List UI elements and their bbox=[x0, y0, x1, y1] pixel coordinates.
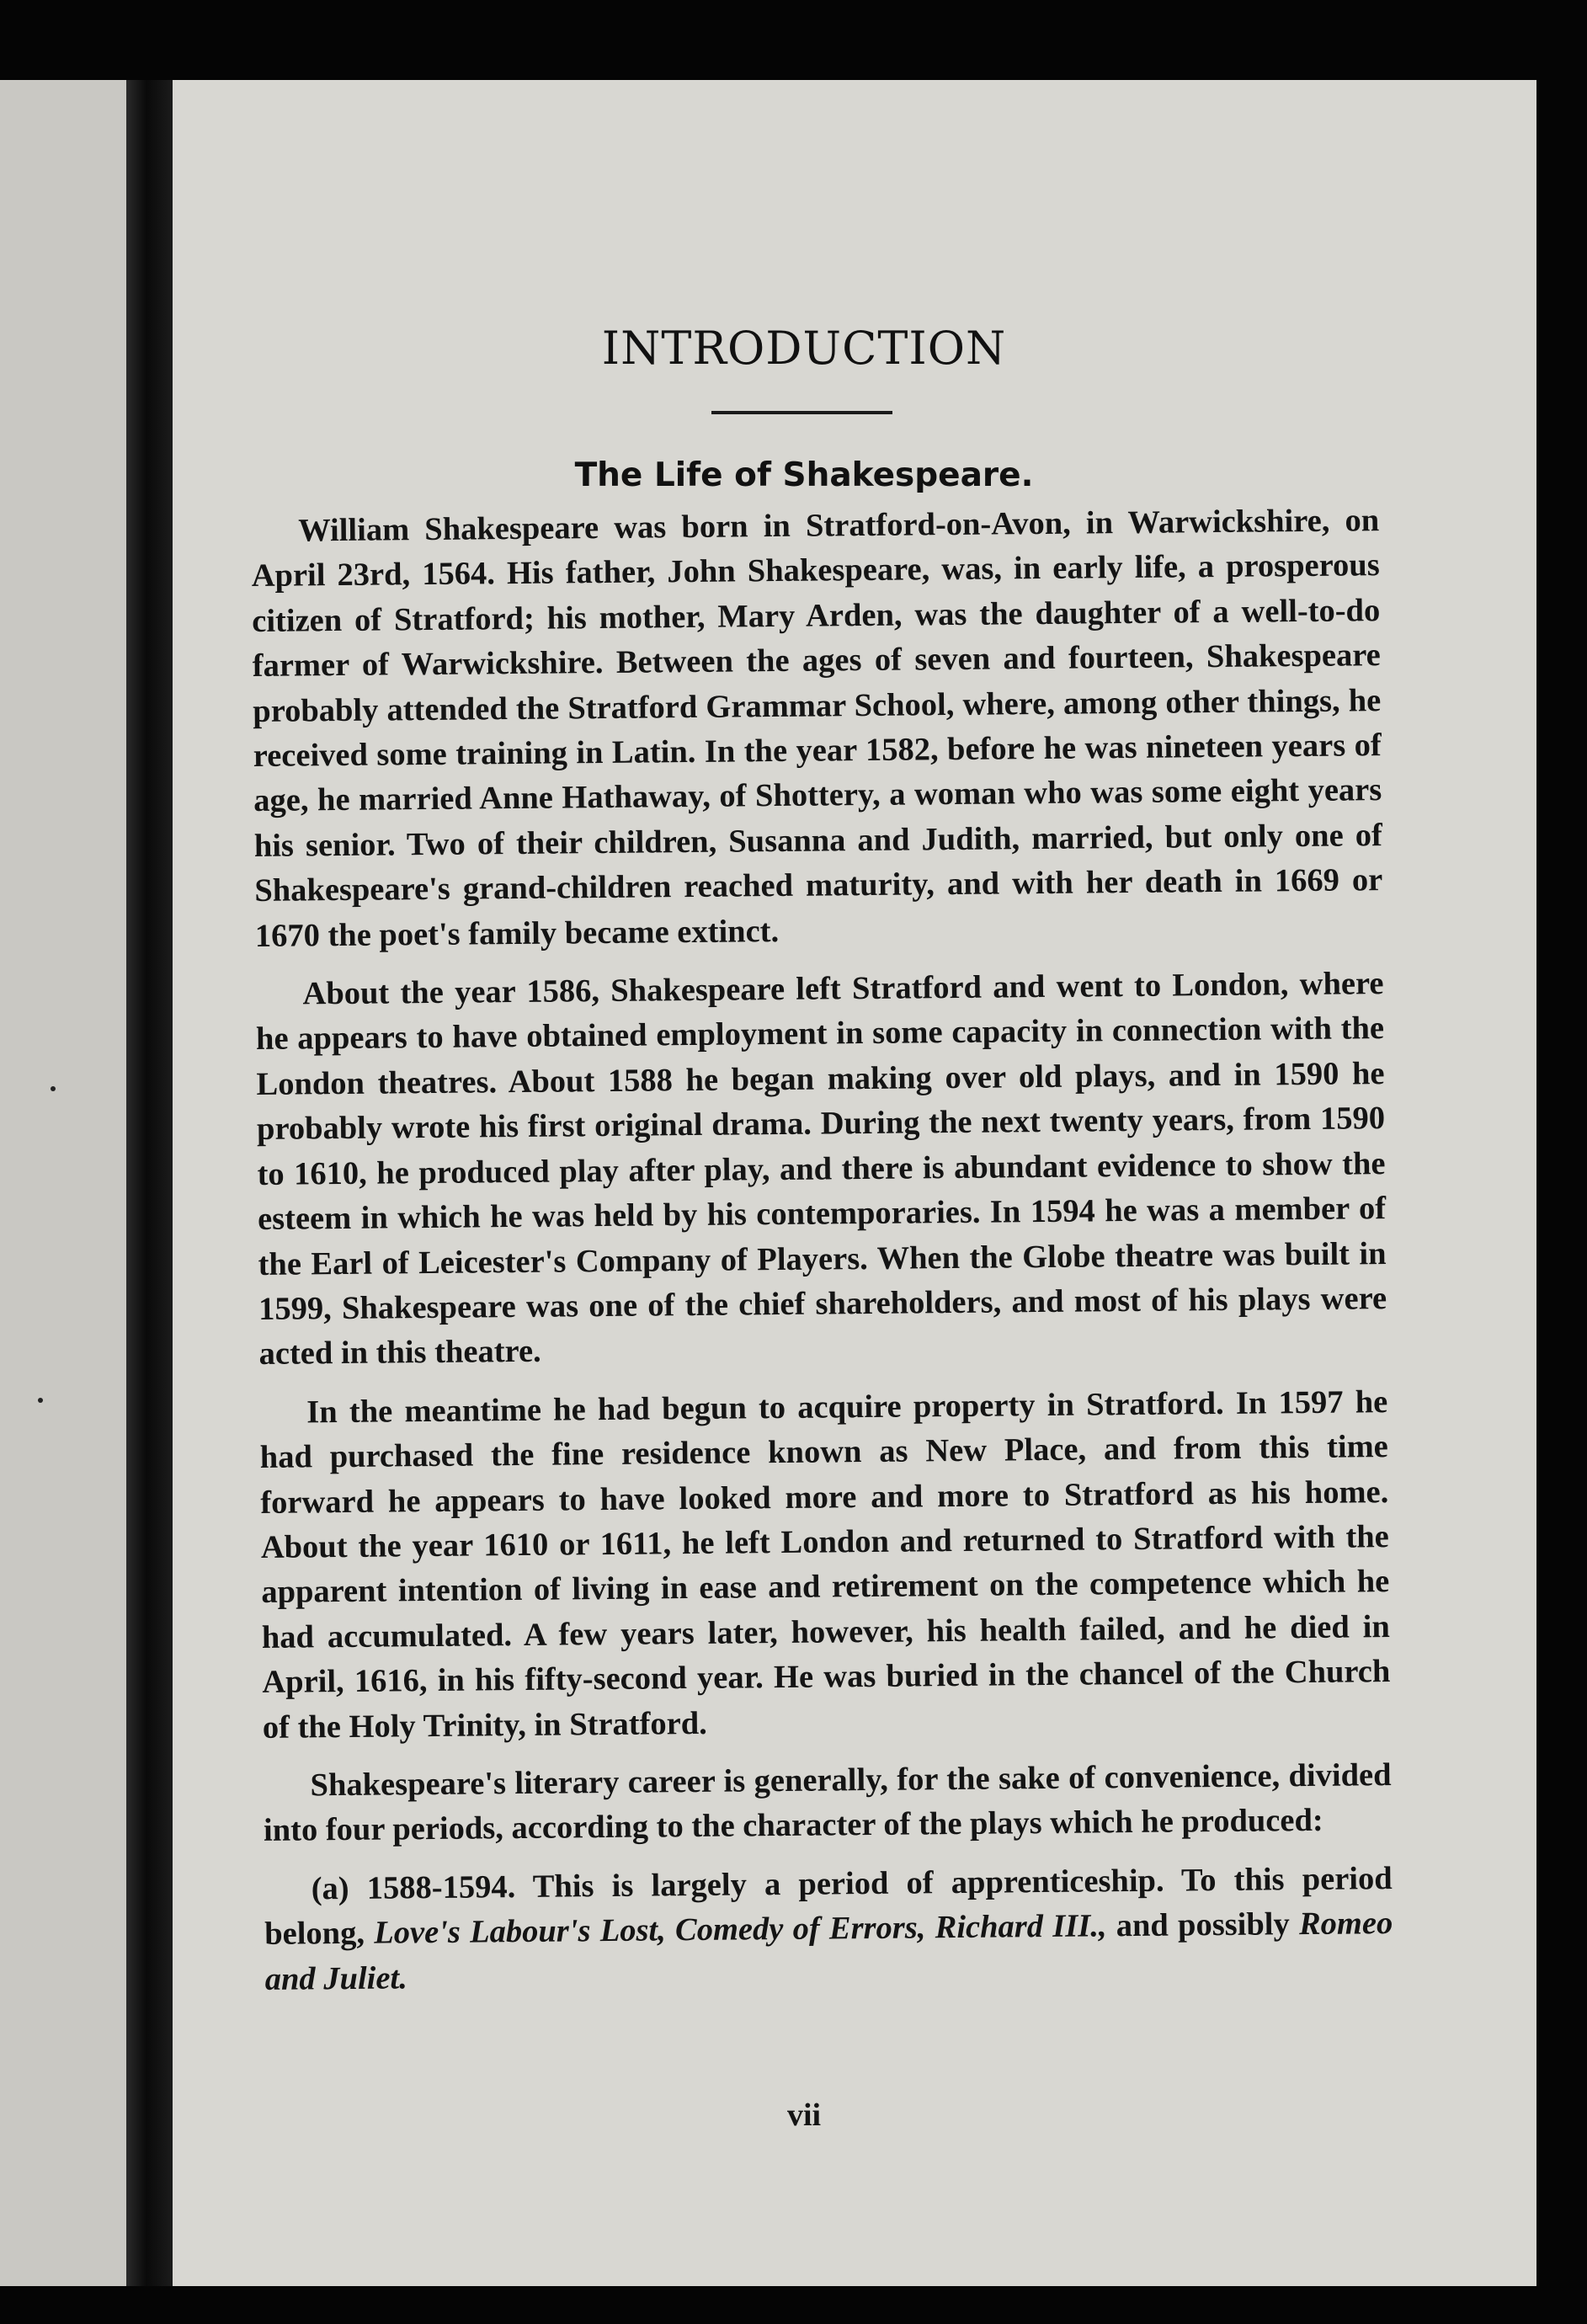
speck bbox=[51, 1086, 56, 1091]
paragraph-4: Shakespeare's literary career is generally, for the sake of convenience, divided into four periods, according to the character of the plays which he produced: bbox=[263, 1757, 1392, 1849]
speck bbox=[38, 1398, 43, 1403]
page-number: vii bbox=[786, 2097, 822, 2133]
facing-page-edge bbox=[0, 80, 139, 2286]
play-title: Love's Labour's Lost, bbox=[374, 1912, 666, 1951]
title-rule bbox=[711, 411, 892, 414]
gutter-shadow bbox=[126, 80, 177, 2286]
section-heading: The Life of Shakespeare. bbox=[574, 456, 1034, 494]
paragraph-2: About the year 1586, Shakespeare left Stratford and went to London, where he appears to have obtained employment in some capacity in connection with the London theatres. About 1588 he began making over old plays, and in 1590 he probably wrote his first original drama. During the next twenty years, from 1590 to 1610, he produced play after play, and there is abundant evidence to show the esteem in which he was held by his contemporaries. In 1594 he was a member of the Earl of Leicester's Company of Players. When the Globe theatre was built in 1599, Shakespeare was one of the chief shareholders, and most of his plays were acted in this theatre. bbox=[255, 966, 1387, 1373]
play-title: Richard III., bbox=[935, 1908, 1107, 1946]
paragraph-period-a bbox=[264, 1857, 1393, 2002]
paragraph-3: In the meantime he had begun to acquire property in Stratford. In 1597 he had purchased the fine residence known as New Place, and from this time forward he appears to have looked more and more to Stratford as his home. About the year 1610 or 1611, he left London and returned to Stratford with the apparent intention of living in ease and retirement on the competence which he had accumulated. A few years later, however, his health failed, and he died in April, 1616, in his fifty-second year. He was buried in the chancel of the Church of the Holy Trinity, in Stratford. bbox=[259, 1383, 1391, 1746]
period-a-lead: (a) 1588-1594. This is largely a period of apprenticeship. To this period belong, bbox=[264, 1860, 1393, 1953]
scan-border bbox=[1536, 51, 1587, 2324]
chapter-title: INTRODUCTION bbox=[601, 322, 1007, 375]
period-a-connector: and possibly bbox=[1116, 1906, 1290, 1944]
paragraph-1: William Shakespeare was born in Stratford-on-Avon, in Warwickshire, on April 23rd, 1564. His father, John Shakespeare, was, in early life, a prosperous citizen of Stratford; his mother, Mary Arden, was the daughter of a well-to-do farmer of Warwickshire. Between the ages of seven and fourteen, Shakespeare probably attended the Stratford Grammar School, where, among other things, he received some training in Latin. In the year 1582, before he was nineteen years of age, he married Anne Hathaway, of Shottery, a woman who was some eight years his senior. Two of their children, Susanna and Judith, married, but only one of Shakespeare's grand-children reached maturity, and with her death in 1669 or 1670 the poet's family became extinct. bbox=[251, 503, 1383, 954]
play-title: Comedy of Errors, bbox=[674, 1910, 926, 1948]
body-text bbox=[251, 498, 1393, 2016]
play-title: Romeo and Juliet. bbox=[264, 1906, 1393, 1997]
